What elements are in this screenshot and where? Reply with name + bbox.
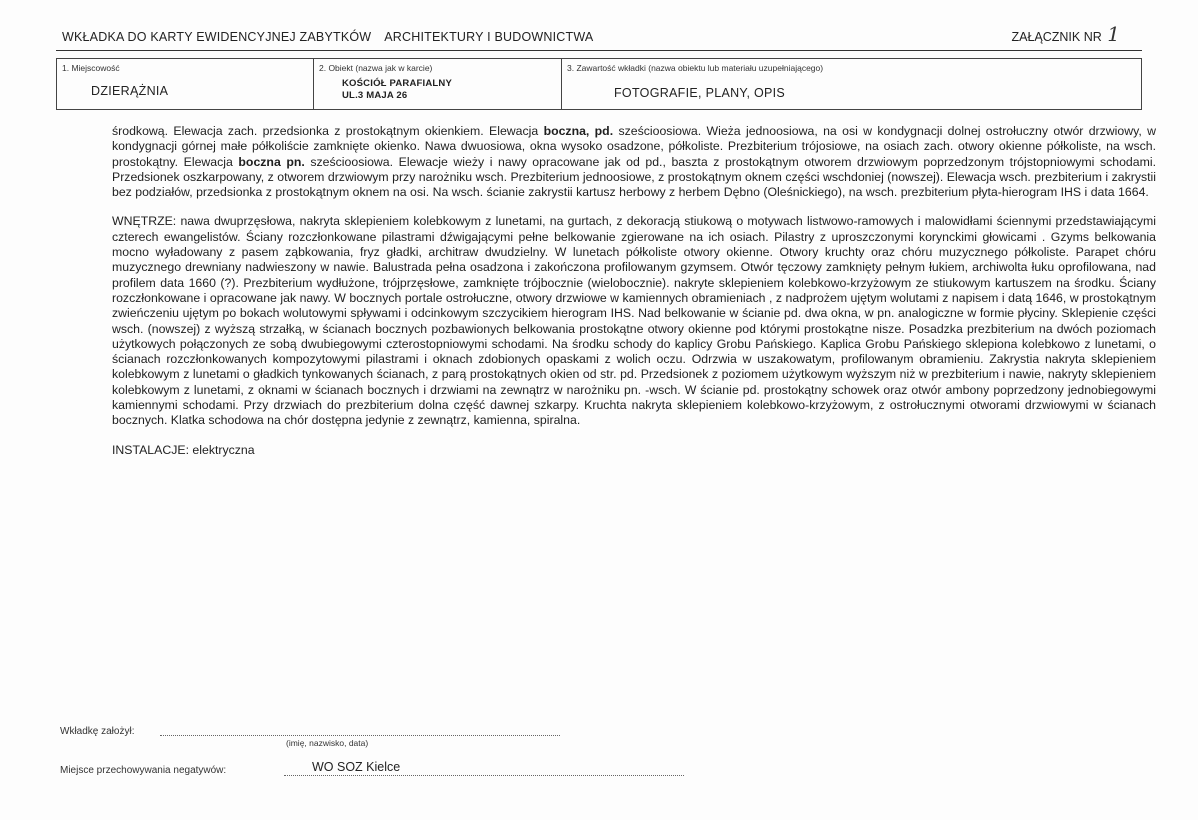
description-paragraph-interior: WNĘTRZE: nawa dwuprzęsłowa, nakryta sklepieniem kolebkowym z lunetami, na gurtach, z dekoracją stiukową o motywach listwowo-ramowych i malowidłami ściennymi przedstawiającymi czterech ewangelistów. Ściany rozczłonkowane pilastrami dźwigającymi pełne belkowanie zgierowane na ich osiach. Pilastry z uproszczonymi korynckimi głowicami . Gzyms belkowania mocno wyładowany z pasem ząbkowania, fryz gładki, architraw dwudzielny. W lunetach półkoliste otwory okienne. Otwory kruchty oraz chóru muzycznego półkoliste. Parapet chóru muzycznego drewniany nadwieszony w nawie. Balustrada pełna osadzona i zakończona profilowanym gzymsem. Otwór tęczowy zamknięty pełnym łukiem, archiwolta łuku oprofilowana, nad profilem data 1660 (?). Prezbiterium wydłużone, trójprzęsłowe, zamknięte trójbocznie (wielobocznie). nakryte sklepieniem kolebkowo-krzyżowym ze stiukowym kartuszem na środku. Ściany rozczłonkowane i opracowane jak nawy. W bocznych portale ostrołuczne, otwory drzwiowe w kamiennych obramieniach , z nadprożem ujętym wolutami z napisem i datą 1646, w prostokątnym zwieńczeniu ujętym po bokach wolutowymi spływami i odcinkowym szczycikiem hierogram IHS. Nad belkowanie w ścianie pd. dwa okna, w pn. analogiczne w formie płyciny. Sklepienie części wsch. (nowszej) z wyższą strzałką, w ścianach bocznych pozbawionych belkowania prostokątne otwory okienne pod którymi prostokątne nisze. Posadzka prezbiterium na dwóch poziomach użytkowych połączonych ze sobą dwubiegowymi czterostopniowymi schodami. Na środku schody do kaplicy Grobu Pańskiego. Kaplica Grobu Pańskiego sklepiona kolebkowo z lunetami, o ścianach rozczłonkowanych kompozytowymi pilastrami i oknach zdobionych opaskami z wolich oczu. Odrzwia w uszakowatym, profilowanym obramieniu. Zakrystia nakryta sklepieniem kolebkowym z lunetami o gładkich tynkowanych ścianach, z parą prostokątnych okien od str. pd. Przedsionek z poziomem użytkowym wyższym niż w prezbiterium i nawie, nakryty sklepieniem kolebkowym z lunetami, z oknami w ścianach bocznych i drzwiami na zewnątrz w narożniku pn. -wsch. W ścianie pd. prostokątny schowek oraz otwór ambony poprzedzony jednobiegowymi kamiennymi schodami. Przy drzwiach do prezbiterium dolna część dawnej szkarpy. Kruchta nakryta sklepieniem kolebkowo-krzyżowym, z ostrołucznymi otworami drzwiowymi w ścianach bocznych. Klatka schodowa na chór dostępna jedynie z zewnątrz, kamienna, spiralna. [112,214,1156,428]
text-run: sześcioosiowa. Elewacje wieży i nawy opracowane jak od pd., baszta z prostokątnym otworem drzwiowym poprzedzonym trójstopniowymi schodami. Przedsionek oszkarpowany, z otworem drzwiowym przy narożniku wsch. Prezbiterium jednoosiowe, z prostokątnym oknem części wschdoniej (nowszej). Elewacja wsch. prezbiterium i zakrystii bez podziałów, przedsionka z prostokątnym oknem na osi. Na wsch. ścianie zakrystii kartusz herbowy z herbem Dębno (Oleśnickiego), na wsch. prezbiterium płyta-hierogram IHS i data 1664. [112,154,1157,200]
field-object-label: 2. Obiekt (nazwa jak w karcie) [319,63,433,73]
field-contents [561,59,1141,109]
field-object-value-line1: KOŚCIÓŁ PARAFIALNY [342,78,453,89]
field-object [313,59,561,109]
description-text [112,124,1156,458]
text-run: sześcioosiowa. Wieża jednoosiowa, na osi w kondygnacji dolnej ostrołuczny otwór drzwiowy, w kondygnacji górnej małe półkoliście zamknięte okienko. Nawa dwuosiowa, okna wysoko osadzone, półkoliste. Prezbiterium trójosiowe, na osiach zach. otwory okienne półkoliste, na wsch. prostokątny. Elewacja [112,124,1156,169]
form-title-left: WKŁADKA DO KARTY EWIDENCYJNEJ ZABYTKÓW [62,30,372,44]
made-by-label: Wkładkę założył: [60,726,135,737]
field-location [57,59,313,109]
annex-label-text: ZAŁĄCZNIK NR [1011,30,1102,44]
form-title-right: ARCHITEKTURY I BUDOWNICTWA [384,30,594,44]
made-by-line [160,735,560,736]
field-contents-value: FOTOGRAFIE, PLANY, OPIS [614,86,786,100]
field-location-value: DZIERĄŻNIA [91,84,169,98]
negatives-value: WO SOZ Kielce [312,760,401,774]
header-rule [56,50,1142,51]
field-object-value [342,78,452,102]
header-fields-table [56,58,1142,110]
field-contents-label: 3. Zawartość wkładki (nazwa obiektu lub materiału uzupełniającego) [567,63,824,73]
made-by-caption: (imię, nazwisko, data) [286,738,369,748]
description-paragraph-installations: INSTALACJE: elektryczna [112,442,255,457]
negatives-label: Miejsce przechowywania negatywów: [60,765,227,776]
bold-run: boczna pn. [238,154,305,169]
text-run: środkową. Elewacja zach. przedsionka z prostokątnym okienkiem. Elewacja [112,124,544,138]
annex-number: 1 [1107,22,1120,46]
negatives-line [284,775,684,776]
field-location-label: 1. Miejscowość [62,63,120,73]
bold-run: boczna, pd. [543,124,614,138]
field-object-value-line2: UL.3 MAJA 26 [342,90,408,101]
form-title [62,30,593,44]
description-paragraph-exterior [112,124,1156,200]
annex-label [1011,22,1120,46]
